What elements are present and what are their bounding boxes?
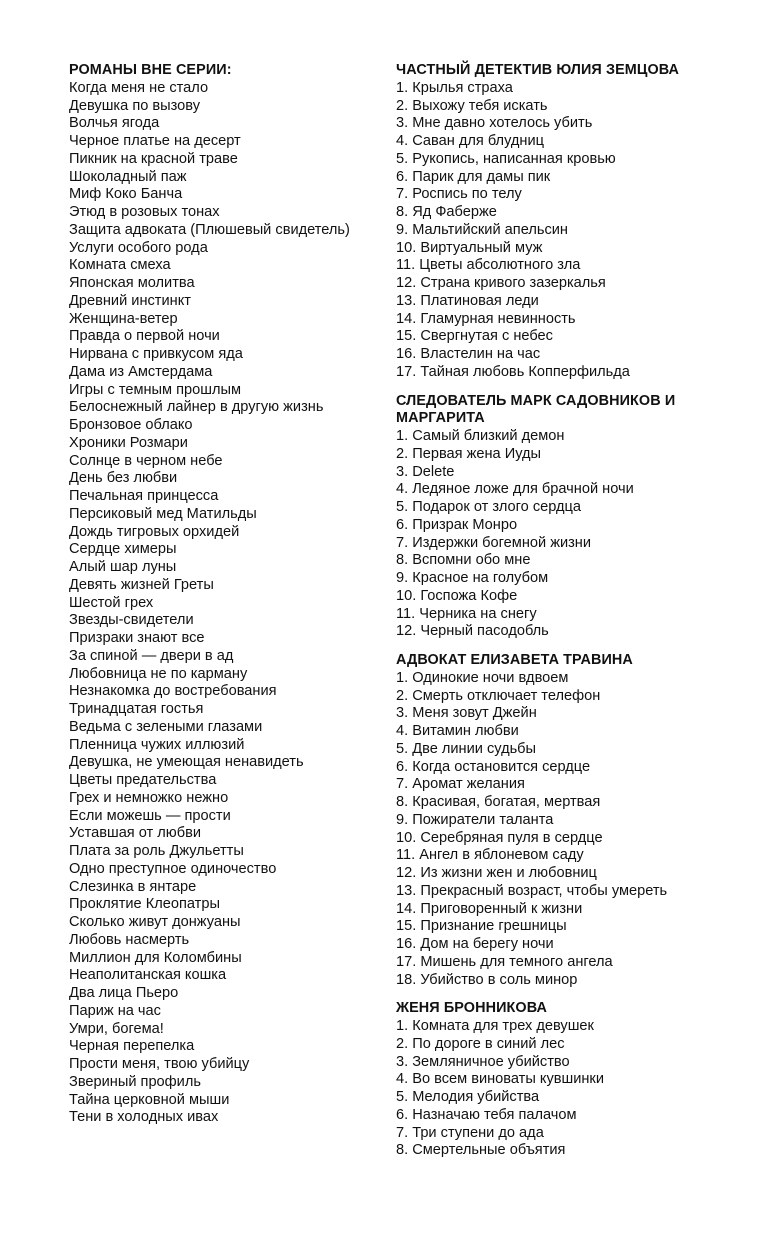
list-item: 5. Мелодия убийства [396, 1089, 540, 1105]
series-sections [396, 62, 741, 1160]
list-item: 15. Признание грешницы [396, 918, 567, 935]
list-item: 14. Приговоренный к жизни [396, 900, 583, 917]
series-section [396, 393, 741, 642]
list-item: 16. Дом на берегу ночи [396, 936, 554, 952]
list-item: Цветы предательства [69, 772, 217, 788]
list-item: 2. Выхожу тебя искать [396, 97, 548, 114]
list-item: 1. Крылья страха [396, 79, 513, 96]
list-item: 11. Черника на снегу [396, 605, 537, 622]
list-item: 15. Свергнутая с небес [396, 328, 553, 345]
list-item: 7. Аромат желания [396, 776, 525, 793]
list-item: 12. Страна кривого зазеркалья [396, 275, 606, 291]
list-item: День без любви [69, 470, 178, 487]
list-item: Девять жизней Греты [69, 576, 214, 593]
list-item: Прости меня, твою убийцу [69, 1056, 250, 1072]
list-item: 1. Самый близкий демон [396, 428, 565, 444]
left-column [69, 62, 387, 1138]
list-item: Париж на час [69, 1002, 161, 1019]
list-item: Защита адвоката (Плюшевый свидетель) [69, 221, 350, 238]
list-item: 14. Гламурная невинность [396, 310, 576, 327]
list-item: 4. Витамин любви [396, 723, 519, 739]
list-item: Звериный профиль [69, 1073, 201, 1090]
list-item: Девушка, не умеющая ненавидеть [69, 754, 304, 771]
list-item: Дама из Амстердама [69, 363, 213, 380]
list-item: Если можешь — прости [69, 807, 231, 824]
list-item: Неаполитанская кошка [69, 967, 227, 984]
list-item: Нирвана с привкусом яда [69, 346, 243, 362]
list-item: 11. Ангел в яблоневом саду [396, 847, 584, 864]
list-item: Слезинка в янтаре [69, 878, 197, 895]
list-item: Миллион для Коломбины [69, 949, 242, 966]
list-item: 10. Виртуальный муж [396, 239, 543, 256]
right-column [396, 62, 741, 1171]
list-item: Услуги особого рода [69, 239, 208, 256]
list-item: Волчья ягода [69, 115, 160, 132]
list-item: Миф Коко Банча [69, 186, 183, 203]
list-item: Пленница чужих иллюзий [69, 736, 245, 753]
list-item: 8. Красивая, богатая, мертвая [396, 794, 601, 810]
list-item: Плата за роль Джульетты [69, 843, 244, 859]
list-item: Черное платье на десерт [69, 133, 241, 149]
list-item: Игры с темным прошлым [69, 381, 242, 398]
list-item: Этюд в розовых тонах [69, 204, 220, 220]
section-heading: АДВОКАТ ЕЛИЗАВЕТА ТРАВИНА [396, 652, 633, 668]
list-item: 12. Черный пасодобль [396, 623, 549, 640]
title-list [396, 670, 741, 990]
book-list-page [0, 62, 768, 1232]
section-heading: РОМАНЫ ВНЕ СЕРИИ: [69, 62, 232, 78]
list-item: 13. Платиновая леди [396, 292, 539, 309]
list-item: Два лица Пьеро [69, 985, 179, 1001]
list-item: 3. Delete [396, 463, 455, 480]
list-item: 10. Госпожа Кофе [396, 587, 518, 604]
list-item: 10. Серебряная пуля в сердце [396, 829, 603, 846]
list-item: Шестой грех [69, 594, 154, 611]
list-item: Умри, богема! [69, 1020, 164, 1037]
list-item: 5. Подарок от злого сердца [396, 499, 582, 515]
list-item: Грех и немножко нежно [69, 789, 229, 806]
list-item: 8. Вспомни обо мне [396, 552, 531, 569]
list-item: Правда о первой ночи [69, 328, 220, 345]
list-item: Печальная принцесса [69, 488, 219, 504]
list-item: 13. Прекрасный возраст, чтобы умереть [396, 882, 668, 899]
list-item: 4. Ледяное ложе для брачной ночи [396, 481, 634, 498]
list-item: 2. Первая жена Иуды [396, 445, 542, 462]
list-item: Звезды-свидетели [69, 612, 194, 629]
list-item: Белоснежный лайнер в другую жизнь [69, 399, 324, 416]
standalone-novels-section [69, 62, 387, 1127]
list-item: 9. Красное на голубом [396, 570, 549, 586]
list-item: Сердце химеры [69, 541, 177, 558]
series-section [396, 1000, 741, 1160]
list-item: 7. Роспись по телу [396, 186, 522, 203]
list-item: Дождь тигровых орхидей [69, 523, 240, 540]
list-item: 3. Мне давно хотелось убить [396, 115, 593, 132]
list-item: Персиковый мед Матильды [69, 505, 257, 522]
list-item: Незнакомка до востребования [69, 683, 277, 700]
list-item: 17. Тайная любовь Копперфильда [396, 363, 630, 380]
list-item: Проклятие Клеопатры [69, 896, 220, 913]
list-item: Сколько живут донжуаны [69, 914, 241, 930]
section-heading: ЖЕНЯ БРОННИКОВА [396, 1000, 547, 1017]
list-item: Хроники Розмари [69, 434, 188, 451]
list-item: 8. Смертельные объятия [396, 1142, 566, 1159]
list-item: 2. По дороге в синий лес [396, 1035, 565, 1052]
list-item: 9. Пожиратели таланта [396, 811, 554, 828]
list-item: Алый шар луны [69, 559, 177, 575]
title-list [396, 80, 741, 382]
list-item: 5. Рукопись, написанная кровью [396, 150, 616, 167]
section-heading: СЛЕДОВАТЕЛЬ МАРК САДОВНИКОВ И МАРГАРИТА [396, 392, 676, 427]
list-item: 9. Мальтийский апельсин [396, 221, 568, 238]
list-item: Древний инстинкт [69, 292, 191, 309]
list-item: Черная перепелка [69, 1038, 195, 1055]
list-item: 8. Яд Фаберже [396, 204, 497, 220]
list-item: 11. Цветы абсолютного зла [396, 257, 581, 274]
list-item: 1. Комната для трех девушек [396, 1018, 594, 1034]
list-item: 6. Призрак Монро [396, 516, 518, 533]
list-item: Уставшая от любви [69, 825, 202, 842]
list-item: Женщина-ветер [69, 310, 178, 327]
list-item: 6. Когда остановится сердце [396, 758, 591, 775]
list-item: Ведьма с зелеными глазами [69, 718, 263, 735]
list-item: 1. Одинокие ночи вдвоем [396, 669, 569, 686]
list-item: Пикник на красной траве [69, 150, 238, 167]
list-item: 18. Убийство в соль минор [396, 971, 578, 988]
list-item: 2. Смерть отключает телефон [396, 687, 601, 704]
section-heading: ЧАСТНЫЙ ДЕТЕКТИВ ЮЛИЯ ЗЕМЦОВА [396, 62, 680, 78]
list-item: За спиной — двери в ад [69, 647, 234, 664]
list-item: Японская молитва [69, 275, 195, 291]
list-item: Солнце в черном небе [69, 452, 223, 469]
list-item: Тринадцатая гостья [69, 701, 204, 717]
list-item: Шоколадный паж [69, 168, 187, 185]
list-item: 16. Властелин на час [396, 346, 541, 362]
list-item: Любовница не по карману [69, 665, 248, 682]
list-item: 4. Саван для блудниц [396, 133, 544, 149]
list-item: 3. Земляничное убийство [396, 1053, 570, 1070]
title-list [69, 80, 387, 1127]
list-item: Любовь насмерть [69, 931, 190, 948]
list-item: Комната смеха [69, 257, 171, 274]
list-item: 4. Во всем виноваты кувшинки [396, 1071, 604, 1088]
title-list [396, 428, 741, 641]
list-item: 3. Меня зовут Джейн [396, 705, 537, 722]
list-item: Девушка по вызову [69, 97, 201, 114]
list-item: 6. Назначаю тебя палачом [396, 1106, 577, 1123]
list-item: 7. Три ступени до ада [396, 1124, 544, 1141]
title-list [396, 1018, 741, 1160]
series-section [396, 62, 741, 382]
list-item: 17. Мишень для темного ангела [396, 953, 613, 970]
list-item: Тайна церковной мыши [69, 1091, 230, 1108]
list-item: 12. Из жизни жен и любовниц [396, 865, 597, 881]
list-item: Тени в холодных ивах [69, 1109, 219, 1126]
series-section [396, 652, 741, 989]
list-item: 5. Две линии судьбы [396, 740, 537, 757]
list-item: 6. Парик для дамы пик [396, 168, 551, 185]
list-item: Призраки знают все [69, 630, 205, 646]
list-item: 7. Издержки богемной жизни [396, 534, 592, 551]
list-item: Бронзовое облако [69, 417, 193, 433]
list-item: Одно преступное одиночество [69, 860, 277, 877]
list-item: Когда меня не стало [69, 79, 209, 96]
